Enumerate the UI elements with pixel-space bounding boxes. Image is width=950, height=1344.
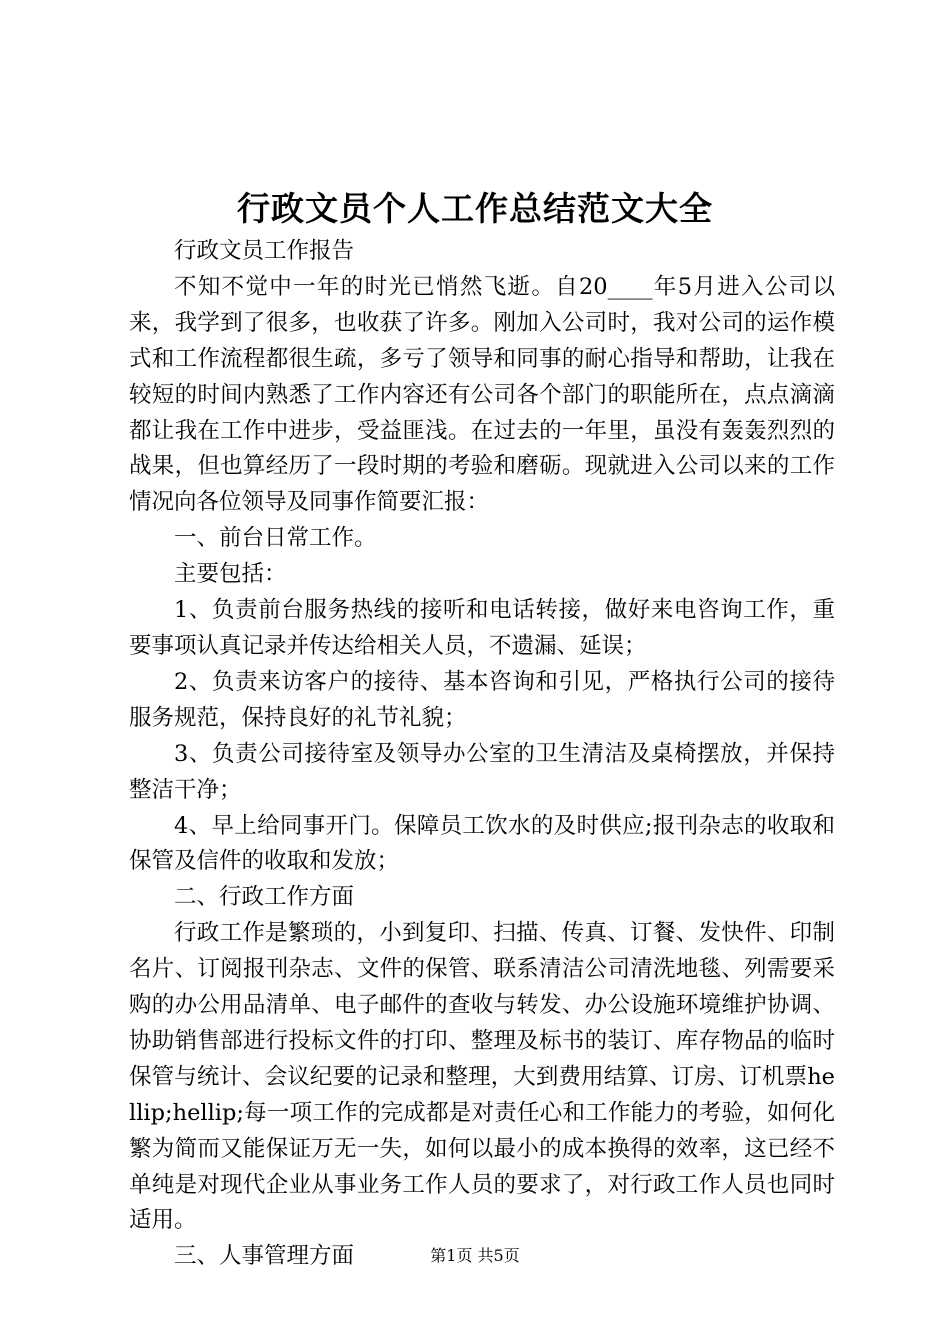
- document-body: [129, 234, 835, 1275]
- section-heading-admin: 二、行政工作方面: [174, 884, 355, 911]
- admin-paragraph: 行政工作是繁琐的，小到复印、扫描、传真、订餐、发快件、印制名片、订阅报刊杂志、文件的保管、联系清洁公司清洗地毯、列需要采购的办公用品清单、电子邮件的查收与转发、办公设施环境维护协调、协助销售部进行投标文件的打印、整理及标书的装订、库存物品的临时保管与统计、会议纪要的记录和整理，大到费用结算、订房、订机票hellip;hellip;每一项工作的完成都是对责任心和工作能力的考验，如何化繁为简而又能保证万无一失，如何以最小的成本换得的效率，这已经不单纯是对现代企业从事业务工作人员的要求了，对行政工作人员也同时适用。: [129, 920, 835, 1234]
- section-heading-front-desk: 一、前台日常工作。: [174, 525, 377, 552]
- document-title: 行政文员个人工作总结范文大全: [237, 189, 713, 228]
- intro-paragraph: 不知不觉中一年的时光已悄然飞逝。自20____年5月进入公司以来，我学到了很多，也收获了许多。刚加入公司时，我对公司的运作模式和工作流程都很生疏，多亏了领导和同事的耐心指导和帮助，让我在较短的时间内熟悉了工作内容还有公司各个部门的职能所在，点点滴滴都让我在工作中进步，受益匪浅。在过去的一年里，虽没有轰轰烈烈的战果，但也算经历了一段时期的考验和磨砺。现就进入公司以来的工作情况向各位领导及同事作简要汇报：: [129, 273, 835, 516]
- list-item: 1、负责前台服务热线的接听和电话转接，做好来电咨询工作，重要事项认真记录并传达给相关人员，不遗漏、延误；: [129, 597, 835, 659]
- page-number: 第1页 共5页: [430, 1246, 520, 1265]
- section-heading-hr: 三、人事管理方面: [174, 1243, 355, 1270]
- list-item: 4、早上给同事开门。保障员工饮水的及时供应;报刊杂志的收取和保管及信件的收取和发放；: [129, 812, 835, 875]
- list-item: 2、负责来访客户的接待、基本咨询和引见，严格执行公司的接待服务规范，保持良好的礼节礼貌；: [129, 668, 835, 731]
- list-item: 3、负责公司接待室及领导办公室的卫生清洁及桌椅摆放，并保持整洁干净；: [129, 740, 835, 803]
- report-heading: 行政文员工作报告: [174, 238, 355, 264]
- list-intro: 主要包括：: [174, 561, 287, 588]
